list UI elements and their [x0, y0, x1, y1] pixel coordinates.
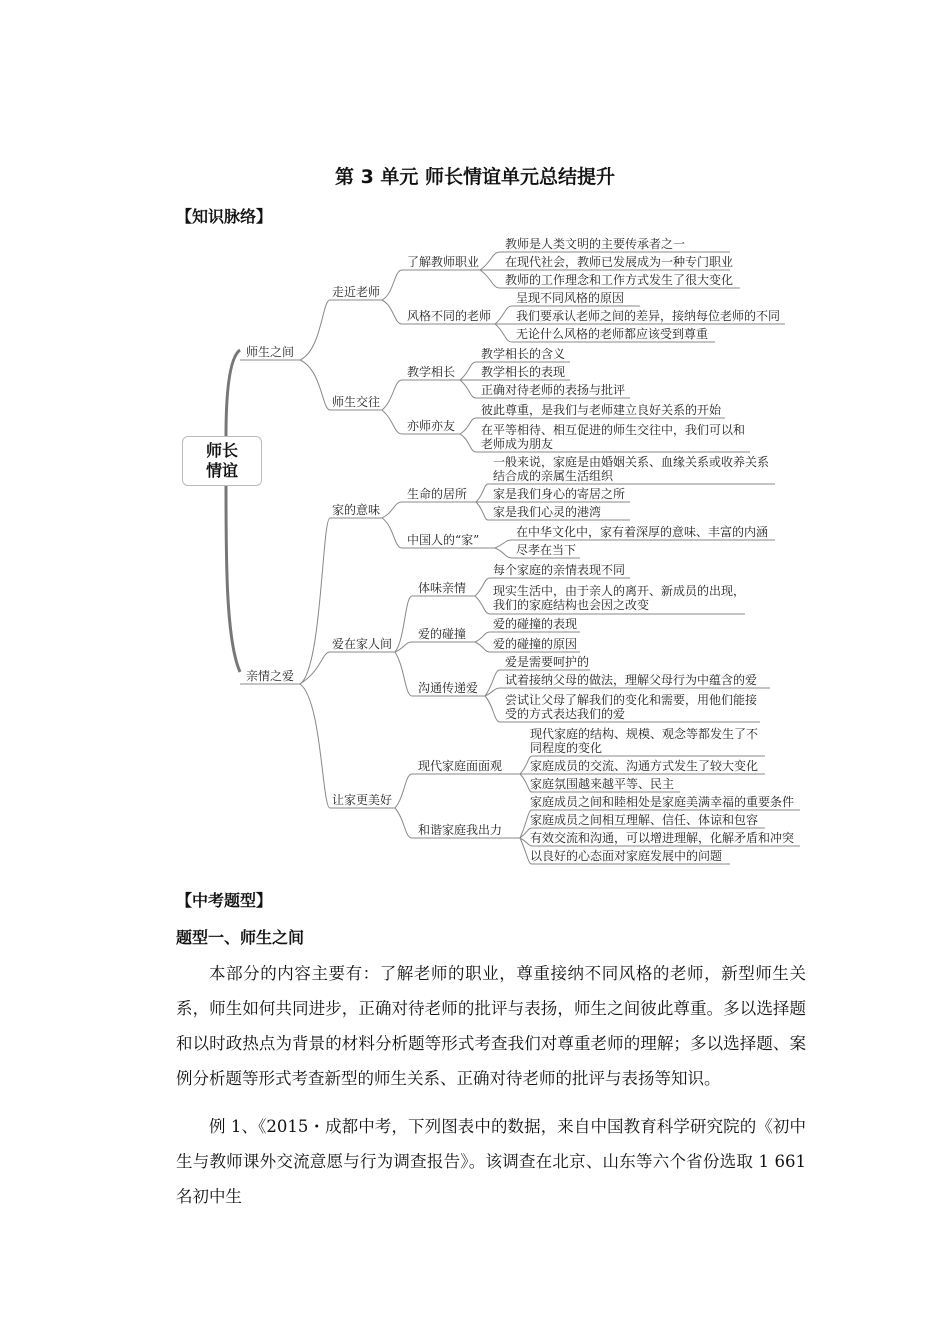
leaf: 家是我们心灵的港湾	[493, 505, 602, 519]
paragraph-2: 例 1、《2015・成都中考，下列图表中的数据，来自中国教育科学研究院的《初中生与教师课外交流意愿与行为调查报告》。该调查在北京、山东等六个省份选取 1 661 名初中生	[176, 1117, 806, 1206]
leaf: 家是我们身心的寄居之所	[493, 487, 626, 501]
leaf: 我们的家庭结构也会因之改变	[493, 598, 650, 612]
node-b2-3-1: 现代家庭面面观	[418, 759, 503, 773]
node-b1-1-2: 风格不同的老师	[407, 309, 492, 323]
root-line-1: 师长	[205, 441, 238, 460]
node-b2-2-2: 爱的碰撞	[418, 627, 467, 641]
leaf: 爱是需要呵护的	[505, 655, 590, 669]
leaf: 在现代社会，教师已发展成为一种专门职业	[505, 255, 734, 269]
node-b2-2: 爱在家人间	[332, 637, 393, 651]
leaf: 尽孝在当下	[516, 543, 577, 557]
leaf: 彼此尊重，是我们与老师建立良好关系的开始	[481, 403, 722, 417]
leaf: 无论什么风格的老师都应该受到尊重	[516, 327, 709, 341]
section-exam-heading: 【中考题型】	[176, 891, 273, 910]
root-line-2: 情谊	[205, 461, 238, 480]
node-b1-2-2: 亦师亦友	[407, 419, 456, 433]
leaf: 同程度的变化	[530, 741, 603, 755]
page-title: 第 3 单元 师长情谊单元总结提升	[334, 166, 616, 188]
leaf: 以良好的心态面对家庭发展中的问题	[530, 849, 723, 863]
leaf: 在中华文化中，家有着深厚的意味、丰富的内涵	[516, 525, 769, 539]
leaf: 教学相长的表现	[481, 365, 566, 379]
leaf: 现代家庭的结构、规模、观念等都发生了不	[530, 727, 759, 741]
leaf: 有效交流和沟通，可以增进理解，化解矛盾和冲突	[530, 831, 795, 845]
leaf: 一般来说，家庭是由婚姻关系、血缘关系或收养关系	[493, 455, 770, 469]
node-b1: 师生之间	[246, 345, 295, 359]
mindmap-root	[182, 436, 262, 486]
type1-heading: 题型一、师生之间	[176, 928, 305, 947]
leaf: 爱的碰撞的原因	[493, 637, 578, 651]
leaf: 尝试让父母了解我们的变化和需要，用他们能接	[505, 693, 758, 707]
node-b2-1: 家的意味	[332, 503, 381, 517]
node-b2-2-1: 体味亲情	[418, 581, 467, 595]
leaf: 现实生活中，由于亲人的离开、新成员的出现，	[493, 584, 746, 598]
leaf: 每个家庭的亲情表现不同	[493, 563, 626, 577]
leaf: 教学相长的含义	[481, 347, 566, 361]
node-b1-2-1: 教学相长	[407, 365, 456, 379]
paragraph-1: 本部分的内容主要有：了解老师的职业，尊重接纳不同风格的老师，新型师生关系，师生如何共同进步，正确对待老师的批评与表扬，师生之间彼此尊重。多以选择题和以时政热点为背景的材料分析题等形式考查我们对尊重老师的理解；多以选择题、案例分析题等形式考查新型的师生关系、正确对待老师的批评与表扬等知识。	[176, 964, 806, 1088]
section-knowledge-heading: 【知识脉络】	[176, 207, 273, 226]
node-b1-1: 走近老师	[332, 285, 381, 299]
node-b2-1-2: 中国人的“家”	[407, 533, 480, 547]
leaf: 家庭成员的交流、沟通方式发生了较大变化	[530, 759, 759, 773]
node-b1-2: 师生交往	[332, 395, 381, 409]
node-b2: 亲情之爱	[246, 669, 295, 683]
leaf: 老师成为朋友	[481, 437, 554, 451]
leaf: 家庭成员之间和睦相处是家庭美满幸福的重要条件	[530, 795, 795, 809]
leaf: 试着接纳父母的做法，理解父母行为中蕴含的爱	[505, 673, 758, 687]
leaf: 受的方式表达我们的爱	[505, 707, 626, 721]
leaf: 我们要承认老师之间的差异，接纳每位老师的不同	[516, 309, 781, 323]
leaf: 教师的工作理念和工作方式发生了很大变化	[505, 273, 734, 287]
leaf: 在平等相待、相互促进的师生交往中，我们可以和	[481, 423, 746, 437]
leaf: 家庭氛围越来越平等、民主	[530, 777, 675, 791]
node-b1-1-1: 了解教师职业	[407, 255, 480, 269]
node-b2-2-3: 沟通传递爱	[418, 681, 479, 695]
leaf: 呈现不同风格的原因	[516, 291, 625, 305]
leaf: 家庭成员之间相互理解、信任、体谅和包容	[530, 813, 759, 827]
node-b2-3-2: 和谐家庭我出力	[418, 823, 503, 837]
leaf: 正确对待老师的表扬与批评	[481, 383, 626, 397]
leaf: 爱的碰撞的表现	[493, 617, 578, 631]
leaf: 教师是人类文明的主要传承者之一	[505, 237, 686, 251]
node-b2-1-1: 生命的居所	[407, 487, 468, 501]
leaf: 结合成的亲属生活组织	[493, 469, 614, 483]
node-b2-3: 让家更美好	[332, 793, 393, 807]
